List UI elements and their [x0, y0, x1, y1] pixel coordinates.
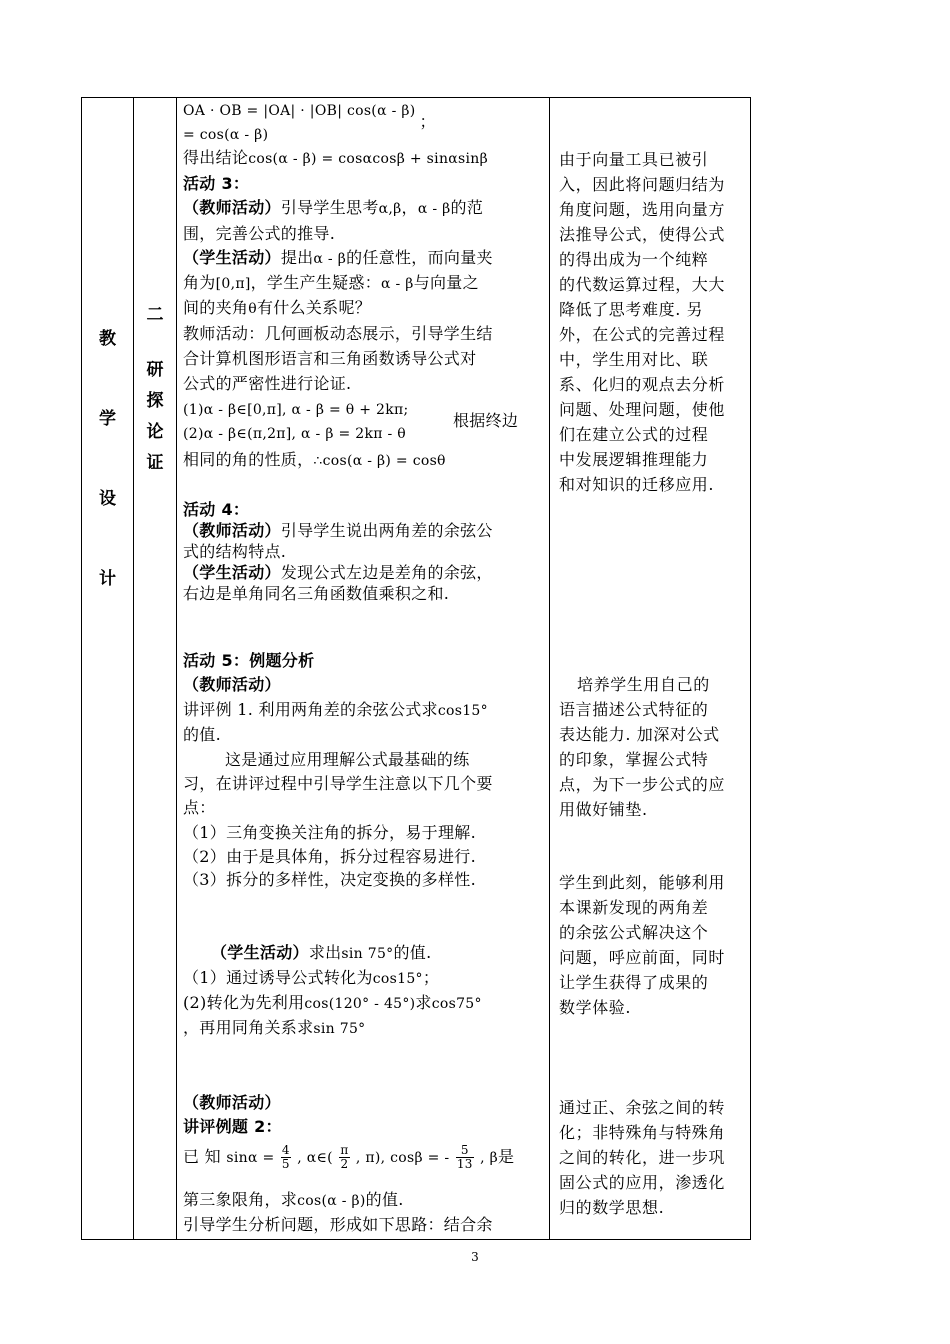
activity-heading: 活动 3：: [183, 174, 250, 193]
text-line: [183, 148, 488, 169]
formula: sin 75°: [341, 946, 394, 962]
text: ，再用同角关系求: [183, 1018, 314, 1037]
purpose-line: 点，为下一步公式的应: [559, 775, 726, 794]
text: ，: [401, 198, 418, 217]
numerator: 4: [281, 1143, 290, 1157]
text-line: [183, 968, 439, 989]
purpose-line: 化；非特殊角与特殊角: [559, 1123, 726, 1142]
formula-line: [183, 1144, 514, 1171]
purpose-line: 的代数运算过程，大大: [559, 275, 726, 294]
text: 相同的角的性质，: [183, 450, 314, 469]
stage-char: 证: [146, 453, 164, 473]
text-line: [183, 521, 493, 541]
purpose-line: 入，因此将问题归结为: [559, 175, 726, 194]
purpose-line: 降低了思考难度. 另: [559, 300, 704, 319]
purpose-line: 的印象，掌握公式特: [559, 750, 709, 769]
text: 讲评例 1. 利用两角差的余弦公式求: [183, 700, 438, 719]
formula: ∴cos(α - β) = cosθ: [313, 453, 446, 469]
text: (2)转化为先利用: [183, 993, 305, 1012]
text-line: 式的结构特点.: [183, 542, 287, 561]
purpose-line: 角度问题，选用向量方: [559, 200, 726, 219]
purpose-line: 中，学生用对比、联: [559, 350, 709, 369]
text-line: （1）三角变换关注角的拆分，易于理解.: [183, 823, 476, 842]
fraction: [281, 1144, 291, 1171]
stage-char: 探: [146, 391, 164, 411]
role-label: （教师活动）: [183, 521, 281, 540]
role-label: （教师活动）: [183, 675, 281, 694]
purpose-line: 中发展逻辑推理能力: [559, 450, 709, 469]
formula: α - β: [313, 251, 347, 267]
purpose-line: 通过正、余弦之间的转: [559, 1098, 726, 1117]
purpose-line: 学生到此刻，能够利用: [559, 873, 726, 892]
purpose-line: 本课新发现的两角差: [559, 898, 709, 917]
purpose-content: [550, 98, 750, 1239]
formula: , α∈(: [297, 1150, 333, 1166]
activity-heading: 活动 4：: [183, 500, 250, 519]
fraction: [456, 1144, 474, 1171]
purpose-line: 问题、处理问题，使他: [559, 400, 726, 419]
text-line: 根据终边: [453, 411, 519, 430]
text: 第三象限角，求: [183, 1190, 298, 1209]
formula: cos75°: [431, 996, 482, 1012]
text: 间的夹角: [183, 298, 249, 317]
formula: α,β: [378, 201, 402, 217]
purpose-line: 归的数学思想.: [559, 1198, 665, 1217]
section-char: 学: [99, 409, 116, 429]
formula: sinα =: [226, 1150, 275, 1166]
text: 已 知: [183, 1147, 221, 1166]
text: 发现公式左边是差角的余弦，: [280, 563, 493, 582]
activity-cell: [177, 98, 550, 1240]
text-line: 右边是单角同名三角函数值乘积之和.: [183, 584, 450, 603]
section-char: 设: [99, 489, 116, 509]
formula-punct: ；: [419, 112, 436, 131]
text: （1）通过诱导公式转化为: [183, 968, 373, 987]
purpose-line: 的得出成为一个纯粹: [559, 250, 709, 269]
formula-line: [183, 423, 406, 444]
text-line: [183, 1190, 404, 1211]
text-line: [183, 1018, 365, 1039]
text-line: 习，在讲评过程中引导学生注意以下几个要: [183, 774, 493, 793]
fraction: [339, 1144, 349, 1171]
text: 引导学生思考: [280, 198, 379, 217]
purpose-line: 之间的转化，进一步巩: [559, 1148, 726, 1167]
purpose-line: 固公式的应用，渗透化: [559, 1173, 726, 1192]
role-label: （教师活动）: [183, 1093, 281, 1112]
text-line: 的值.: [183, 725, 221, 744]
formula: cos15°: [372, 971, 423, 987]
formula-line: [183, 124, 268, 145]
formula: [0,π]: [215, 276, 251, 292]
text-line: 引导学生分析问题，形成如下思路：结合余: [183, 1215, 493, 1234]
purpose-line: 外，在公式的完善过程: [559, 325, 726, 344]
purpose-line: 语言描述公式特征的: [559, 700, 709, 719]
formula: , π), cosβ = -: [355, 1150, 450, 1166]
text: 有什么关系呢？: [256, 298, 372, 317]
stage-label: [134, 98, 176, 473]
stage-label-cell: [134, 98, 177, 1240]
formula: θ: [248, 301, 257, 317]
text-line: [183, 248, 493, 269]
purpose-line: 们在建立公式的过程: [559, 425, 709, 444]
numerator: 5: [456, 1144, 474, 1158]
formula: sin 75°: [313, 1021, 366, 1037]
text: 是: [498, 1147, 515, 1166]
formula: cos(α - β) = cosαcosβ + sinαsinβ: [248, 151, 488, 167]
page-number: 3: [471, 1250, 479, 1264]
text-line: （2）由于是具体角，拆分过程容易进行.: [183, 847, 476, 866]
text-line: [211, 943, 431, 964]
text-line: （3）拆分的多样性，决定变换的多样性.: [183, 870, 476, 889]
text-line: 这是通过应用理解公式最基础的练: [225, 750, 470, 769]
activity-heading: 活动 5：例题分析: [183, 651, 315, 670]
formula-case-1: (1)α - β∈[0,π], α - β = θ + 2kπ;: [183, 402, 409, 418]
text-line: [183, 993, 482, 1014]
formula-line: [183, 399, 409, 420]
text-line: [183, 563, 493, 583]
text-line: [183, 198, 483, 219]
role-label: （教师活动）: [183, 198, 281, 217]
text-line: 公式的严密性进行论证.: [183, 374, 352, 393]
denominator: 5: [281, 1157, 290, 1171]
purpose-line: 系、化归的观点去分析: [559, 375, 726, 394]
text-line: [183, 450, 446, 471]
text: 得出结论: [183, 148, 249, 167]
stage-char: 论: [146, 422, 164, 442]
formula-result: = cos(α - β): [183, 127, 269, 143]
text-line: 教师活动：几何画板动态展示，引导学生结: [183, 324, 493, 343]
section-label: [82, 98, 133, 589]
formula-vector-dot: OA · OB = |OA| · |OB| cos(α - β): [183, 103, 416, 119]
text: 与向量之: [413, 273, 479, 292]
stage-char: 研: [146, 360, 164, 380]
text-line: 合计算机图形语言和三角函数诱导公式对: [183, 349, 477, 368]
purpose-line: 和对知识的迁移应用.: [559, 475, 715, 494]
denominator: 2: [340, 1157, 349, 1171]
purpose-line: 法推导公式，使得公式: [559, 225, 726, 244]
lesson-table: [81, 97, 751, 1240]
formula: cos(120° - 45°): [304, 996, 416, 1012]
text-line: [183, 700, 488, 721]
text: 角为: [183, 273, 216, 292]
example-heading: 讲评例题 2：: [183, 1117, 282, 1136]
text: 提出: [280, 248, 314, 267]
purpose-line: 让学生获得了成果的: [559, 973, 709, 992]
purpose-line: 培养学生用自己的: [577, 675, 710, 694]
section-char: 教: [99, 329, 116, 349]
text: 的值.: [365, 1190, 404, 1209]
formula: cos15°: [437, 703, 488, 719]
purpose-line: 表达能力. 加深对公式: [559, 725, 720, 744]
text: 的任意性，而向量夹: [346, 248, 493, 267]
formula-line: [183, 100, 436, 131]
text-line: [183, 273, 479, 294]
role-label: （学生活动）: [211, 943, 309, 962]
section-label-cell: [82, 98, 134, 1240]
formula: α - β: [381, 276, 414, 292]
activity-content: [177, 98, 549, 1239]
text: 的值.: [393, 943, 432, 962]
purpose-line: 数学体验.: [559, 998, 632, 1017]
stage-number: 二: [146, 305, 164, 325]
text-line: 围，完善公式的推导.: [183, 224, 336, 243]
text: ，学生产生疑惑：: [250, 273, 381, 292]
text: 引导学生说出两角差的余弦公: [280, 521, 493, 540]
text: ；: [422, 968, 440, 987]
text: 求: [415, 993, 432, 1012]
formula: α - β: [417, 201, 451, 217]
purpose-line: 问题，呼应前面，同时: [559, 948, 726, 967]
formula-case-2: (2)α - β∈(π,2π], α - β = 2kπ - θ: [183, 426, 407, 442]
text: 的范: [450, 198, 484, 217]
section-char: 计: [99, 569, 116, 589]
role-label: （学生活动）: [183, 248, 281, 267]
purpose-line: 的余弦公式解决这个: [559, 923, 709, 942]
purpose-line: 由于向量工具已被引: [559, 150, 709, 169]
text-line: [183, 298, 371, 319]
purpose-line: 用做好铺垫.: [559, 800, 648, 819]
role-label: （学生活动）: [183, 563, 281, 582]
purpose-cell: [550, 98, 751, 1240]
numerator: π: [340, 1143, 349, 1157]
formula: , β: [480, 1150, 499, 1166]
text-line: 点：: [183, 798, 216, 817]
text: 求出: [308, 943, 342, 962]
formula: cos(α - β): [297, 1193, 366, 1209]
denominator: 13: [456, 1157, 473, 1171]
